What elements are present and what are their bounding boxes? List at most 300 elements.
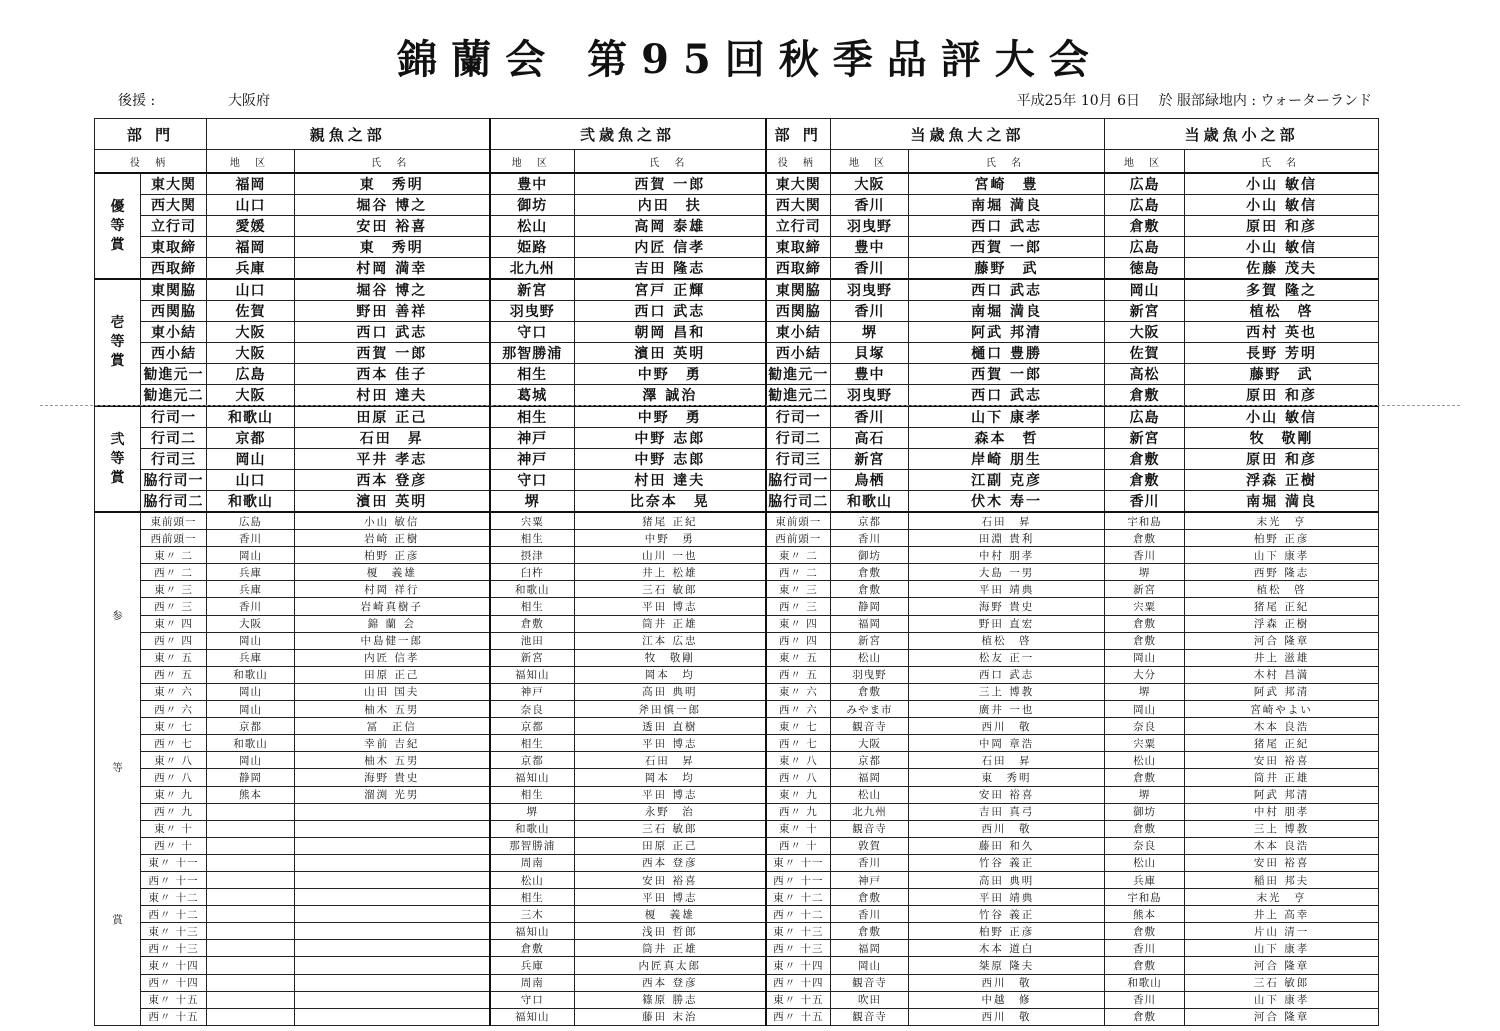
cell-rank: 西〃 九 xyxy=(141,803,207,820)
cell-rank: 西〃 十二 xyxy=(141,906,207,923)
cell-name: 村田 達夫 xyxy=(575,470,766,491)
cell-region: 宇和島 xyxy=(1105,889,1185,906)
category-label: 優 等 賞 xyxy=(95,173,141,279)
cell-name: 西口 武志 xyxy=(909,279,1105,301)
cell-name: 河合 隆章 xyxy=(1185,1008,1379,1025)
cell-name: 岡本 均 xyxy=(575,666,766,683)
cell-name: 井上 高幸 xyxy=(1185,906,1379,923)
cell-rank: 西〃 五 xyxy=(141,666,207,683)
cell-name: 榎 義雄 xyxy=(575,906,766,923)
sponsor-label: 後援 : xyxy=(118,93,156,109)
cell-region: 静岡 xyxy=(207,769,295,786)
cell-name xyxy=(295,803,490,820)
cell-name: 阿武 邦清 xyxy=(1185,683,1379,700)
cell-region: 兵庫 xyxy=(207,564,295,581)
cell-rank: 東〃 五 xyxy=(766,649,831,666)
cell-region xyxy=(207,974,295,991)
cell-rank: 東〃 十五 xyxy=(141,991,207,1008)
cell-name: 西川 敬 xyxy=(909,1008,1105,1025)
cell-rank: 東大関 xyxy=(766,173,831,195)
cell-region: 宍粟 xyxy=(1105,735,1185,752)
cell-region: 宇和島 xyxy=(1105,512,1185,530)
cell-region: 兵庫 xyxy=(1105,871,1185,888)
cell-name: 木本 道白 xyxy=(909,940,1105,957)
cell-name: 錦 蘭 会 xyxy=(295,615,490,632)
table-row xyxy=(95,991,1379,1008)
cell-region: 和歌山 xyxy=(207,406,295,428)
cell-region: 広島 xyxy=(1105,195,1185,216)
cell-region: 佐賀 xyxy=(1105,343,1185,364)
col-name: 氏 名 xyxy=(1185,150,1379,174)
cell-name: 西本 佳子 xyxy=(295,364,490,385)
cell-region: 那智勝浦 xyxy=(490,837,575,854)
cell-region: 倉敷 xyxy=(1105,769,1185,786)
cell-name: 柚木 五男 xyxy=(295,752,490,769)
cell-region: 観音寺 xyxy=(831,1008,909,1025)
cell-rank: 勧進元一 xyxy=(141,364,207,385)
cell-region: 兵庫 xyxy=(207,649,295,666)
cell-name: 江本 広忠 xyxy=(575,632,766,649)
cell-region: 香川 xyxy=(207,598,295,615)
cell-name: 原田 和彦 xyxy=(1185,385,1379,407)
cell-region: 和歌山 xyxy=(1105,974,1185,991)
cell-rank: 西前頭一 xyxy=(141,530,207,547)
cell-rank: 東〃 七 xyxy=(141,718,207,735)
cell-region: 貝塚 xyxy=(831,343,909,364)
table-row xyxy=(95,871,1379,888)
cell-name: 山下 康孝 xyxy=(1185,940,1379,957)
table-row xyxy=(95,957,1379,974)
table-row xyxy=(95,940,1379,957)
cell-region: 松山 xyxy=(490,871,575,888)
cell-name: 安田 裕喜 xyxy=(295,216,490,237)
cell-region: 相生 xyxy=(490,889,575,906)
cell-name: 田原 正己 xyxy=(575,837,766,854)
cell-region: 堺 xyxy=(490,491,575,513)
cell-name: 多賀 隆之 xyxy=(1185,279,1379,301)
cell-region: 倉敷 xyxy=(1105,632,1185,649)
cell-region xyxy=(207,820,295,837)
cell-region: 倉敷 xyxy=(490,940,575,957)
cell-rank: 脇行司一 xyxy=(766,470,831,491)
header-adult-fish: 親魚之部 xyxy=(207,119,490,150)
cell-region: 広島 xyxy=(1105,237,1185,258)
cell-region: 池田 xyxy=(490,632,575,649)
cell-region: 和歌山 xyxy=(207,666,295,683)
cell-rank: 脇行司二 xyxy=(141,491,207,513)
col-region: 地 区 xyxy=(1105,150,1185,174)
cell-name: 村田 達夫 xyxy=(295,385,490,407)
cell-rank: 西〃 六 xyxy=(141,701,207,718)
cell-region: 大阪 xyxy=(207,322,295,343)
cell-region: 福岡 xyxy=(207,237,295,258)
cell-region: 大阪 xyxy=(207,615,295,632)
cell-name: 西野 隆志 xyxy=(1185,564,1379,581)
cell-name: 東 秀明 xyxy=(909,769,1105,786)
cell-name: 南堀 満良 xyxy=(1185,491,1379,513)
cell-region: 新宮 xyxy=(1105,428,1185,449)
cell-name: 植松 啓 xyxy=(1185,301,1379,322)
table-row xyxy=(95,491,1379,513)
cell-name: 山川 一也 xyxy=(575,547,766,564)
cell-region: 広島 xyxy=(207,512,295,530)
cell-name: 佐藤 茂夫 xyxy=(1185,258,1379,280)
cell-rank: 東〃 十 xyxy=(766,820,831,837)
cell-region: 堺 xyxy=(1105,683,1185,700)
cell-region: 豊中 xyxy=(831,237,909,258)
table-row xyxy=(95,530,1379,547)
cell-region: 倉敷 xyxy=(1105,1008,1185,1025)
cell-region: 福知山 xyxy=(490,769,575,786)
cell-rank: 東小結 xyxy=(766,322,831,343)
cell-region xyxy=(207,940,295,957)
cell-region: 大阪 xyxy=(831,735,909,752)
cell-region: 香川 xyxy=(1105,547,1185,564)
cell-region: 周南 xyxy=(490,974,575,991)
cell-rank: 西取締 xyxy=(766,258,831,280)
cell-rank: 西〃 十四 xyxy=(141,974,207,991)
cell-region: 神戸 xyxy=(831,871,909,888)
cell-region: 高松 xyxy=(1105,364,1185,385)
cell-region: 観音寺 xyxy=(831,718,909,735)
cell-region xyxy=(207,871,295,888)
cell-name: 原田 和彦 xyxy=(1185,216,1379,237)
cell-region: 宍粟 xyxy=(1105,598,1185,615)
table-row xyxy=(95,279,1379,301)
cell-rank: 西〃 八 xyxy=(141,769,207,786)
table-row xyxy=(95,173,1379,195)
cell-region: 周南 xyxy=(490,854,575,871)
cell-name: 廣井 一也 xyxy=(909,701,1105,718)
category-label: 弐 等 賞 xyxy=(95,406,141,512)
cell-region: 熊本 xyxy=(207,786,295,803)
cell-region: 倉敷 xyxy=(831,683,909,700)
cell-name: 澤 誠治 xyxy=(575,385,766,407)
cell-rank: 行司二 xyxy=(766,428,831,449)
cell-region xyxy=(207,957,295,974)
cell-name: 吉田 隆志 xyxy=(575,258,766,280)
cell-name: 柏野 正彦 xyxy=(1185,530,1379,547)
cell-rank: 東〃 十一 xyxy=(766,854,831,871)
cell-rank: 西〃 十二 xyxy=(766,906,831,923)
cell-name: 浮森 正樹 xyxy=(1185,615,1379,632)
cell-name: 山下 康孝 xyxy=(1185,991,1379,1008)
cell-region xyxy=(207,837,295,854)
cell-rank: 西取締 xyxy=(141,258,207,280)
col-rank: 役 柄 xyxy=(95,150,207,174)
cell-name: 三石 敏郎 xyxy=(575,820,766,837)
cell-region: 岡山 xyxy=(207,752,295,769)
cell-name: 木本 良浩 xyxy=(1185,718,1379,735)
cell-rank: 西〃 十三 xyxy=(766,940,831,957)
cell-name: 田淵 貴利 xyxy=(909,530,1105,547)
cell-rank: 脇行司一 xyxy=(141,470,207,491)
cell-name: 阿武 邦清 xyxy=(1185,786,1379,803)
cell-name xyxy=(295,820,490,837)
cell-region: 広島 xyxy=(207,364,295,385)
cell-region: 岡山 xyxy=(207,701,295,718)
table-row xyxy=(95,906,1379,923)
cell-region: 佐賀 xyxy=(207,301,295,322)
cell-region: 奈良 xyxy=(1105,718,1185,735)
cell-name: 幸前 吉紀 xyxy=(295,735,490,752)
cell-name: 冨 正信 xyxy=(295,718,490,735)
cell-region: 香川 xyxy=(831,530,909,547)
cell-rank: 東〃 十 xyxy=(141,820,207,837)
cell-name: 高田 典明 xyxy=(909,871,1105,888)
col-name: 氏 名 xyxy=(575,150,766,174)
cell-region: 堺 xyxy=(1105,564,1185,581)
table-row xyxy=(95,364,1379,385)
table-row xyxy=(95,598,1379,615)
sponsor-value: 大阪府 xyxy=(228,93,270,109)
cell-region: 御坊 xyxy=(831,547,909,564)
cell-rank: 行司三 xyxy=(766,449,831,470)
cell-name: 中村 朋孝 xyxy=(909,547,1105,564)
cell-rank: 勧進元二 xyxy=(141,385,207,407)
cell-rank: 東取締 xyxy=(141,237,207,258)
cell-name: 山田 国夫 xyxy=(295,683,490,700)
cell-name: 安田 裕喜 xyxy=(575,871,766,888)
cell-region xyxy=(207,803,295,820)
cell-rank: 東前頭一 xyxy=(141,512,207,530)
cell-name: 西口 武志 xyxy=(575,301,766,322)
cell-name: 末光 亨 xyxy=(1185,889,1379,906)
cell-name: 内匠真太郎 xyxy=(575,957,766,974)
cell-name: 伏木 寿一 xyxy=(909,491,1105,513)
cell-rank: 行司二 xyxy=(141,428,207,449)
cell-name: 西賀 一郎 xyxy=(295,343,490,364)
cell-region: 岡山 xyxy=(207,547,295,564)
cell-region: 高石 xyxy=(831,428,909,449)
cell-name: 海野 貴史 xyxy=(295,769,490,786)
cell-rank: 東〃 三 xyxy=(141,581,207,598)
cell-region: 松山 xyxy=(831,649,909,666)
cell-name: 高田 典明 xyxy=(575,683,766,700)
cell-region: 香川 xyxy=(1105,991,1185,1008)
cell-region: 岡山 xyxy=(1105,701,1185,718)
cell-region: 倉敷 xyxy=(831,889,909,906)
cell-rank: 西〃 三 xyxy=(766,598,831,615)
col-region: 地 区 xyxy=(490,150,575,174)
cell-name: 井上 滋雄 xyxy=(1185,649,1379,666)
cell-region: 相生 xyxy=(490,598,575,615)
cell-region: 宍粟 xyxy=(490,512,575,530)
category-label: 参 等 賞 xyxy=(95,512,141,1025)
cell-rank: 西前頭一 xyxy=(766,530,831,547)
cell-region: 静岡 xyxy=(831,598,909,615)
cell-region: 松山 xyxy=(831,786,909,803)
cell-name: 村岡 満幸 xyxy=(295,258,490,280)
cell-rank: 勧進元一 xyxy=(766,364,831,385)
cell-name: 南堀 満良 xyxy=(909,195,1105,216)
cell-name: 筒井 正雄 xyxy=(1185,769,1379,786)
cell-name xyxy=(295,837,490,854)
cell-rank: 東大関 xyxy=(141,173,207,195)
cell-name: 内匠 信孝 xyxy=(575,237,766,258)
cell-region: 岡山 xyxy=(831,957,909,974)
cell-name: 平田 博志 xyxy=(575,598,766,615)
cell-name: 中村 朋孝 xyxy=(1185,803,1379,820)
cell-region: 山口 xyxy=(207,195,295,216)
cell-region: 福岡 xyxy=(831,769,909,786)
cell-region: 新宮 xyxy=(1105,581,1185,598)
cell-name: 稲田 邦夫 xyxy=(1185,871,1379,888)
cell-name xyxy=(295,889,490,906)
cell-name: 平井 孝志 xyxy=(295,449,490,470)
cell-region: 香川 xyxy=(831,258,909,280)
category-label: 壱 等 賞 xyxy=(95,279,141,406)
cell-region: 相生 xyxy=(490,786,575,803)
cell-region: 羽曳野 xyxy=(831,666,909,683)
cell-region xyxy=(207,1008,295,1025)
cell-region: 倉敷 xyxy=(1105,470,1185,491)
cell-rank: 西大関 xyxy=(141,195,207,216)
cell-region: 羽曳野 xyxy=(831,216,909,237)
cell-region: 福岡 xyxy=(207,173,295,195)
cell-rank: 東〃 六 xyxy=(766,683,831,700)
table-row xyxy=(95,632,1379,649)
cell-name: 田原 正己 xyxy=(295,406,490,428)
cell-name: 高岡 泰雄 xyxy=(575,216,766,237)
cell-rank: 東〃 二 xyxy=(141,547,207,564)
cell-name: 長野 芳明 xyxy=(1185,343,1379,364)
cell-region: 大阪 xyxy=(207,343,295,364)
col-region: 地 区 xyxy=(207,150,295,174)
cell-rank: 東〃 九 xyxy=(141,786,207,803)
table-row xyxy=(95,1008,1379,1025)
cell-name: 小山 敏信 xyxy=(1185,195,1379,216)
cell-region: 神戸 xyxy=(490,428,575,449)
cell-region: 神戸 xyxy=(490,449,575,470)
cell-region: 奈良 xyxy=(490,701,575,718)
cell-name: 西川 敬 xyxy=(909,718,1105,735)
cell-rank: 西〃 二 xyxy=(766,564,831,581)
header-row-columns xyxy=(95,150,1379,174)
cell-name: 三石 敏郎 xyxy=(1185,974,1379,991)
table-row xyxy=(95,769,1379,786)
table-row xyxy=(95,718,1379,735)
cell-region: 福知山 xyxy=(490,923,575,940)
header-yearling-small: 当歳魚小之部 xyxy=(1105,119,1379,150)
cell-region: 倉敷 xyxy=(1105,923,1185,940)
cell-region: 守口 xyxy=(490,322,575,343)
cell-rank: 西関脇 xyxy=(766,301,831,322)
cell-region: 香川 xyxy=(207,530,295,547)
table-row xyxy=(95,449,1379,470)
cell-region: 相生 xyxy=(490,364,575,385)
cell-region: 香川 xyxy=(831,301,909,322)
cell-region: 京都 xyxy=(490,718,575,735)
cell-name: 小山 敏信 xyxy=(295,512,490,530)
cell-name: 安田 裕喜 xyxy=(1185,752,1379,769)
cell-name: 猪尾 正紀 xyxy=(1185,735,1379,752)
cell-name: 石田 昇 xyxy=(909,512,1105,530)
cell-name: 比奈本 晃 xyxy=(575,491,766,513)
cell-region: 豊中 xyxy=(831,364,909,385)
cell-name: 柚木 五男 xyxy=(295,701,490,718)
col-rank: 役 柄 xyxy=(766,150,831,174)
cell-rank: 東〃 六 xyxy=(141,683,207,700)
cell-name: 濱田 英明 xyxy=(575,343,766,364)
cell-rank: 東〃 十一 xyxy=(141,854,207,871)
cell-rank: 西〃 五 xyxy=(766,666,831,683)
table-row xyxy=(95,701,1379,718)
cell-rank: 東〃 四 xyxy=(766,615,831,632)
cell-rank: 東前頭一 xyxy=(766,512,831,530)
cell-rank: 東〃 二 xyxy=(766,547,831,564)
cell-name: 野田 善祥 xyxy=(295,301,490,322)
cell-name: 西口 武志 xyxy=(909,216,1105,237)
cell-rank: 西〃 十 xyxy=(766,837,831,854)
cell-name: 西川 敬 xyxy=(909,974,1105,991)
cell-region: 倉敷 xyxy=(1105,820,1185,837)
cell-name xyxy=(295,923,490,940)
cell-region: 羽曳野 xyxy=(831,279,909,301)
cell-rank: 西〃 四 xyxy=(141,632,207,649)
cell-rank: 西関脇 xyxy=(141,301,207,322)
cell-region: 福岡 xyxy=(831,615,909,632)
table-row xyxy=(95,974,1379,991)
cell-rank: 西〃 二 xyxy=(141,564,207,581)
header-division-2: 部 門 xyxy=(766,119,831,150)
cell-rank: 東小結 xyxy=(141,322,207,343)
cell-region: 倉敷 xyxy=(1105,216,1185,237)
table-row xyxy=(95,406,1379,428)
cell-region: 大阪 xyxy=(831,173,909,195)
cell-region: 羽曳野 xyxy=(490,301,575,322)
cell-name: 西本 登彦 xyxy=(575,854,766,871)
cell-name: 竹谷 義正 xyxy=(909,854,1105,871)
cell-name: 筒井 正雄 xyxy=(575,615,766,632)
cell-name: 河合 隆章 xyxy=(1185,632,1379,649)
cell-rank: 西〃 八 xyxy=(766,769,831,786)
cell-name: 小山 敏信 xyxy=(1185,173,1379,195)
cell-name: 内田 扶 xyxy=(575,195,766,216)
cell-name: 石田 昇 xyxy=(575,752,766,769)
cell-rank: 西〃 十一 xyxy=(766,871,831,888)
cell-region: 岡山 xyxy=(207,449,295,470)
cell-name: 石田 昇 xyxy=(909,752,1105,769)
cell-name: 透田 直樹 xyxy=(575,718,766,735)
table-row xyxy=(95,301,1379,322)
cell-region: 倉敷 xyxy=(831,564,909,581)
cell-region: 愛媛 xyxy=(207,216,295,237)
table-row xyxy=(95,547,1379,564)
cell-region: 倉敷 xyxy=(1105,449,1185,470)
cell-name: 西賀 一郎 xyxy=(909,237,1105,258)
cell-region xyxy=(207,923,295,940)
cell-name: 植松 啓 xyxy=(1185,581,1379,598)
cell-rank: 西〃 十三 xyxy=(141,940,207,957)
cell-rank: 東〃 八 xyxy=(766,752,831,769)
cell-rank: 東〃 五 xyxy=(141,649,207,666)
cell-name: 三上 博教 xyxy=(1185,820,1379,837)
cell-name: 宮崎 豊 xyxy=(909,173,1105,195)
cell-name: 中島健一郎 xyxy=(295,632,490,649)
table-row xyxy=(95,735,1379,752)
cell-region: 奈良 xyxy=(1105,837,1185,854)
cell-name: 中野 勇 xyxy=(575,530,766,547)
cell-name: 平田 博志 xyxy=(575,786,766,803)
cell-name: 柏野 正彦 xyxy=(909,923,1105,940)
cell-rank: 西〃 三 xyxy=(141,598,207,615)
cell-name: 植松 啓 xyxy=(909,632,1105,649)
cell-region: 福知山 xyxy=(490,666,575,683)
cell-region: 京都 xyxy=(490,752,575,769)
cell-rank: 西小結 xyxy=(766,343,831,364)
cell-name: 藤田 和久 xyxy=(909,837,1105,854)
